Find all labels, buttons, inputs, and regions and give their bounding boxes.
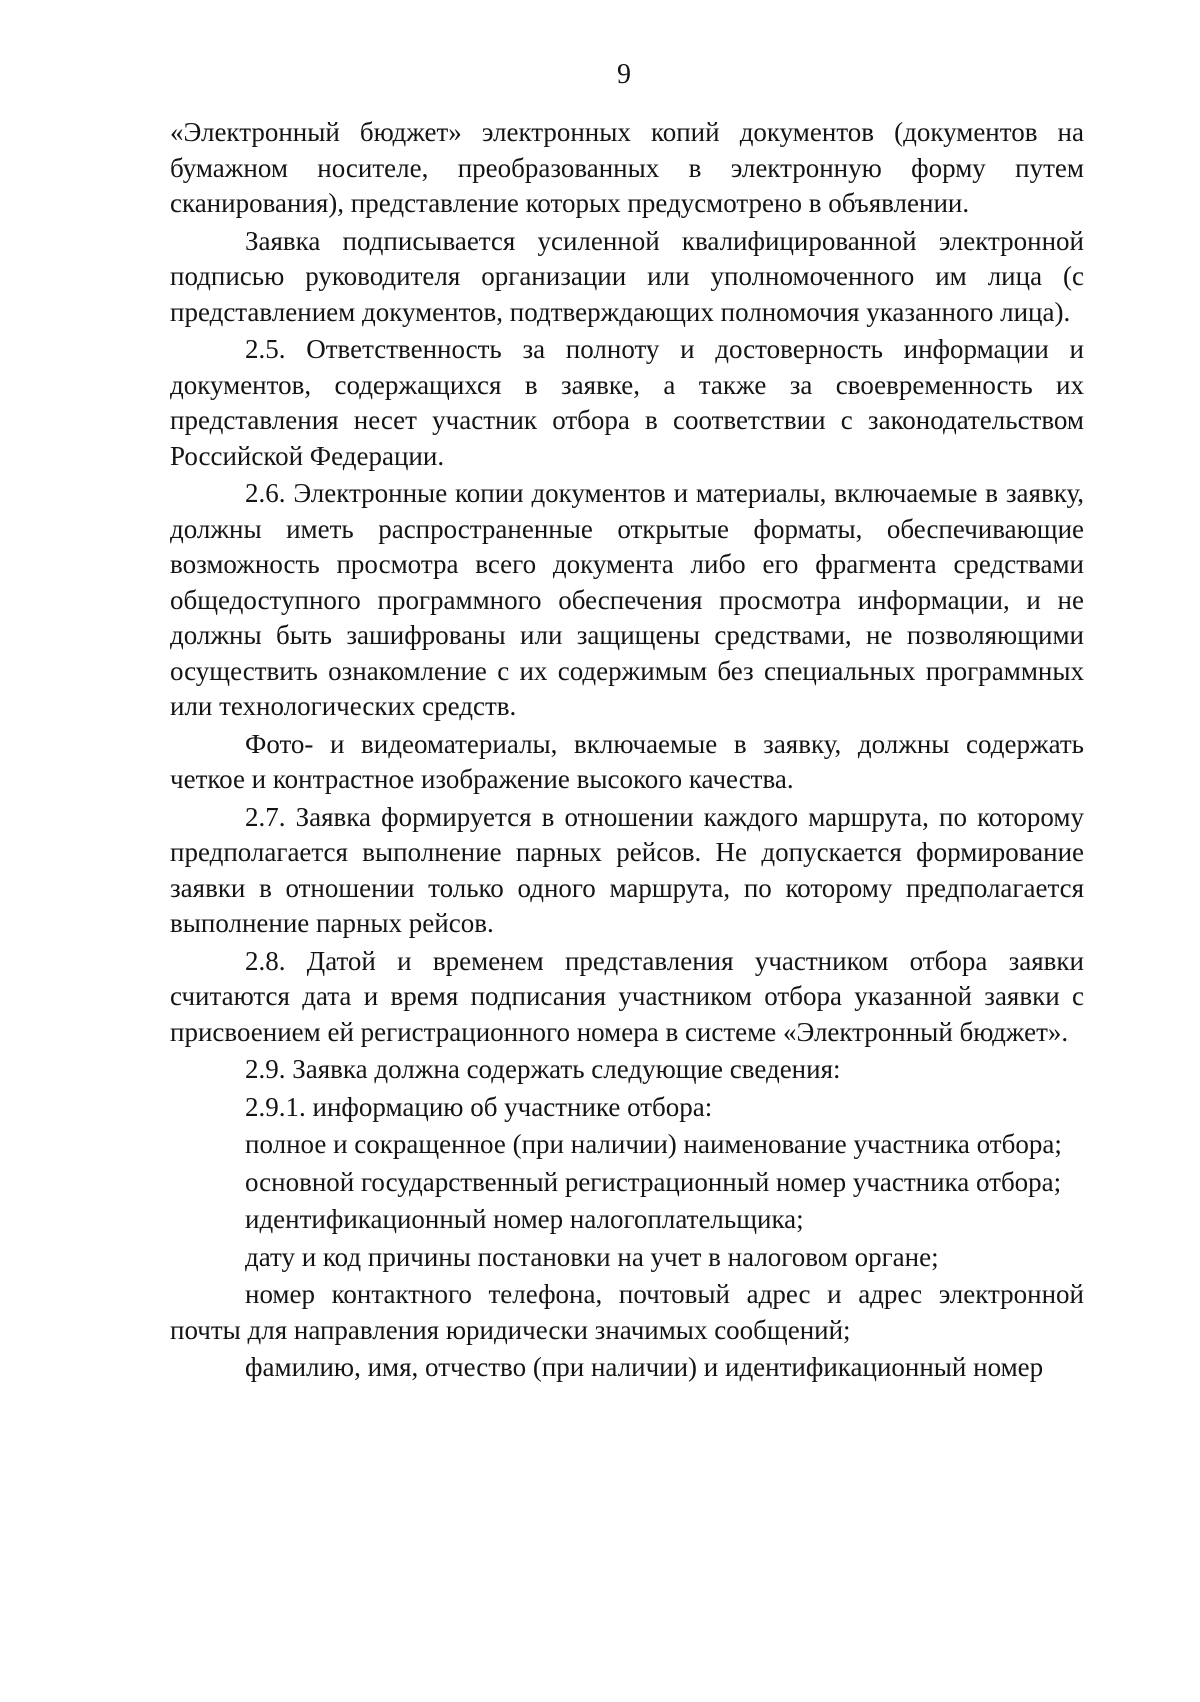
paragraph: «Электронный бюджет» электронных копий документов (документов на бумажном носителе, преобразованных в электронную форму путем сканирования), представление которых предусмотрено в объявлении. (170, 117, 1084, 218)
paragraph: 2.5. Ответственность за полноту и достоверность информации и документов, содержащихся в заявке, а также за своевременность их представления несет участник отбора в соответствии с законодательством Российской Федерации. (170, 334, 1084, 471)
paragraph: идентификационный номер налогоплательщика; (245, 1204, 804, 1234)
paragraph: основной государственный регистрационный номер участника отбора; (245, 1166, 1062, 1197)
paragraph: 2.6. Электронные копии документов и материалы, включаемые в заявку, должны иметь распространенные открытые форматы, обеспечивающие возможность просмотра всего документа либо его фрагмента средствами общедоступного программного обеспечения просмотра информации, и не должны быть зашифрованы или защищены средствами, не позволяющими осуществить ознакомление с их содержимым без специальных программных или технологических средств. (170, 478, 1084, 721)
paragraph: Заявка подписывается усиленной квалифицированной электронной подписью руководителя организации или уполномоченного им лица (с представлением документов, подтверждающих полномочия указанного лица). (170, 225, 1084, 327)
paragraph: 2.8. Датой и временем представления участником отбора заявки считаются дата и время подписания участником отбора указанной заявки с присвоением ей регистрационного номера в системе «Электронный бюджет». (170, 945, 1084, 1047)
paragraph: номер контактного телефона, почтовый адрес и адрес электронной почты для направления юридически значимых сообщений; (170, 1279, 1084, 1345)
paragraph: полное и сокращенное (при наличии) наименование участника отбора; (245, 1129, 1062, 1159)
paragraph: дату и код причины постановки на учет в налоговом органе; (245, 1241, 939, 1272)
paragraph: 2.9. Заявка должна содержать следующие сведения: (245, 1054, 841, 1084)
page-number: 9 (617, 59, 631, 90)
paragraph: 2.9.1. информацию об участнике отбора: (245, 1091, 713, 1122)
paragraph: фамилию, имя, отчество (при наличии) и идентификационный номер (245, 1352, 1044, 1382)
paragraph: Фото- и видеоматериалы, включаемые в заявку, должны содержать четкое и контрастное изображение высокого качества. (170, 728, 1084, 794)
document-body (170, 115, 1084, 1388)
paragraph: 2.7. Заявка формируется в отношении каждого маршрута, по которому предполагается выполнение парных рейсов. Не допускается формирование заявки в отношении только одного маршрута, по которому предполагается выполнение парных рейсов. (170, 801, 1084, 938)
